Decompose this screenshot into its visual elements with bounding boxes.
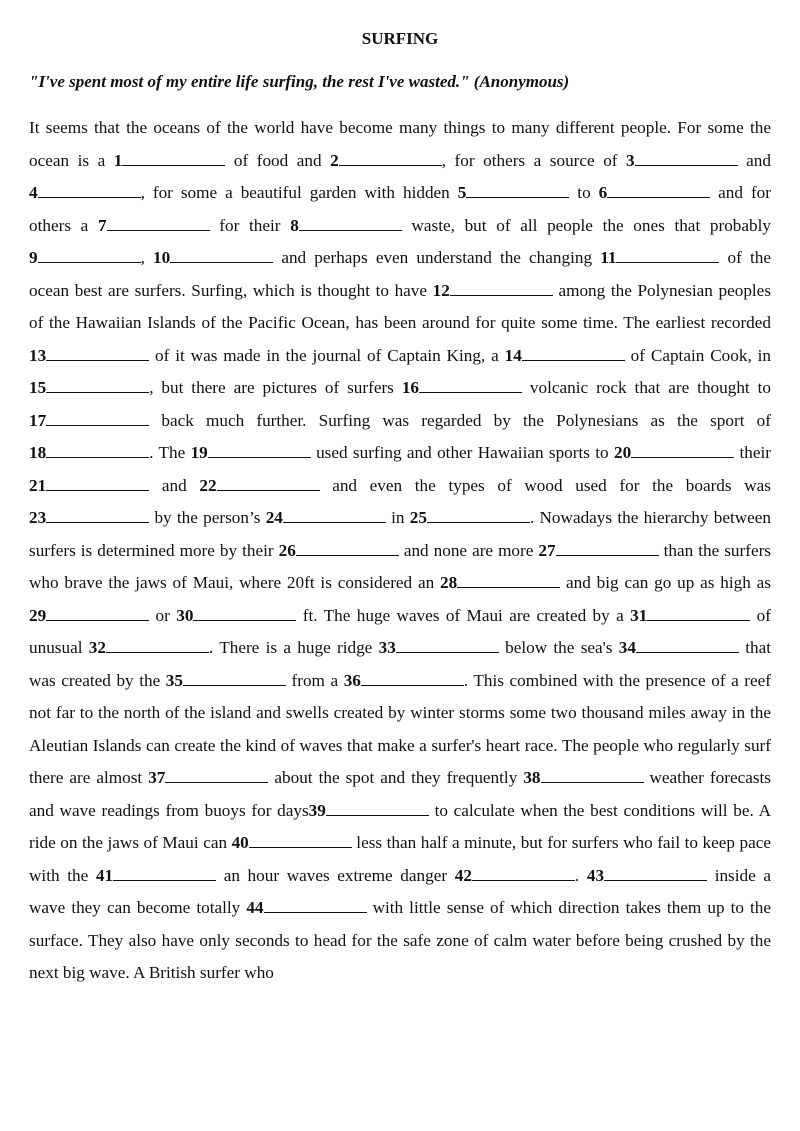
gap-number: 30 <box>176 605 194 625</box>
cloze-paragraph <box>29 112 771 990</box>
gap-number: 27 <box>538 540 556 560</box>
passage-text: their <box>734 443 771 462</box>
passage-text: It seems that the oceans of the world have become many things to many different people. For some the ocean is a <box>29 118 771 170</box>
gap-25 <box>410 508 530 527</box>
gap-number: 11 <box>600 248 617 267</box>
gap-35 <box>166 671 286 690</box>
passage-text: of it was made in the journal of Captain King, a <box>149 345 505 365</box>
gap-18 <box>29 443 149 462</box>
answer-blank[interactable] <box>339 150 442 166</box>
passage-text: ft. The huge waves of Maui are created by a <box>296 605 631 625</box>
passage-text: than the surfers who brave the jaws of Maui, where 20ft is considered an <box>29 540 771 592</box>
passage-text: in <box>385 508 410 527</box>
answer-blank[interactable] <box>450 280 553 296</box>
gap-number: 32 <box>88 638 106 657</box>
passage-text: used surfing and other Hawaiian sports to <box>310 443 614 462</box>
gap-number: 36 <box>343 670 361 690</box>
gap-4 <box>29 183 141 202</box>
answer-blank[interactable] <box>427 507 530 523</box>
gap-number: 2 <box>330 150 339 170</box>
gap-28 <box>440 573 560 592</box>
gap-29 <box>29 606 149 625</box>
answer-blank[interactable] <box>106 637 209 653</box>
gap-33 <box>379 638 499 657</box>
answer-blank[interactable] <box>46 605 149 621</box>
passage-text: to calculate when the best conditions will be. A ride on the jaws of Maui can <box>29 800 771 852</box>
gap-41 <box>96 866 216 885</box>
passage-text: of unusual <box>29 605 771 657</box>
answer-blank[interactable] <box>472 865 575 881</box>
gap-number: 31 <box>630 605 648 625</box>
answer-blank[interactable] <box>522 345 625 361</box>
passage-text: . This combined with the presence of a reef not far to the north of the island and swells created by winter storms some two thousand miles away in the Aleutian Islands can create the kind of waves that make a surfer's heart race. The people who regularly surf there are almost <box>29 670 771 787</box>
gap-17 <box>29 411 149 430</box>
passage-text: and none are more <box>398 540 539 560</box>
gap-number: 14 <box>504 345 522 365</box>
answer-blank[interactable] <box>466 182 569 198</box>
answer-blank[interactable] <box>396 637 499 653</box>
passage-text: less than half a minute, but for surfers who fail to keep pace with the <box>29 833 771 885</box>
gap-30 <box>176 606 296 625</box>
gap-number: 6 <box>598 183 608 202</box>
passage-text: below the sea's <box>498 638 619 657</box>
passage-text: that was created by the <box>29 638 771 690</box>
gap-number: 39 <box>308 800 326 820</box>
answer-blank[interactable] <box>193 605 296 621</box>
passage-text: an hour waves extreme danger <box>216 865 455 885</box>
passage-text: of Captain Cook, in <box>624 345 771 365</box>
answer-blank[interactable] <box>170 247 273 263</box>
passage-text: . Nowadays the hierarchy between surfers is determined more by their <box>29 508 771 560</box>
passage-text: about the spot and they frequently <box>268 768 524 787</box>
gap-number: 24 <box>265 508 283 527</box>
gap-number: 12 <box>432 280 450 300</box>
answer-blank[interactable] <box>264 897 367 913</box>
answer-blank[interactable] <box>46 475 149 491</box>
gap-number: 33 <box>378 638 396 657</box>
gap-24 <box>266 508 386 527</box>
gap-number: 44 <box>246 898 264 917</box>
answer-blank[interactable] <box>636 637 739 653</box>
gap-number: 9 <box>29 248 38 267</box>
gap-number: 35 <box>165 670 183 690</box>
answer-blank[interactable] <box>541 767 644 783</box>
answer-blank[interactable] <box>183 670 286 686</box>
gap-38 <box>523 768 643 787</box>
gap-number: 1 <box>113 150 123 170</box>
gap-number: 40 <box>231 833 249 852</box>
answer-blank[interactable] <box>283 507 386 523</box>
gap-number: 42 <box>454 865 472 885</box>
gap-15 <box>29 378 149 397</box>
answer-blank[interactable] <box>113 865 216 881</box>
gap-number: 8 <box>290 215 299 235</box>
answer-blank[interactable] <box>208 442 311 458</box>
gap-number: 19 <box>190 443 208 462</box>
answer-blank[interactable] <box>635 150 738 166</box>
gap-number: 20 <box>613 443 632 462</box>
answer-blank[interactable] <box>46 442 149 458</box>
passage-text: , <box>140 248 154 267</box>
gap-number: 21 <box>29 475 47 495</box>
gap-16 <box>402 378 522 397</box>
answer-blank[interactable] <box>107 215 210 231</box>
gap-12 <box>433 281 553 300</box>
gap-number: 41 <box>95 865 114 885</box>
passage-text: , for others a source of <box>441 150 627 170</box>
gap-43 <box>587 866 707 885</box>
gap-2 <box>330 151 442 170</box>
answer-blank[interactable] <box>46 507 149 523</box>
passage-text: volcanic rock that are thought to <box>522 378 771 397</box>
gap-number: 34 <box>618 638 636 657</box>
gap-23 <box>29 508 149 527</box>
passage-text: of the ocean best are surfers. Surfing, which is thought to have <box>29 248 771 300</box>
gap-14 <box>505 346 625 365</box>
passage-text: among the Polynesian peoples of the Hawaiian Islands of the Pacific Ocean, has been around for quite some time. The earliest recorded <box>29 280 772 332</box>
gap-number: 22 <box>199 475 217 495</box>
answer-blank[interactable] <box>38 182 141 198</box>
answer-blank[interactable] <box>419 377 522 393</box>
answer-blank[interactable] <box>122 150 225 166</box>
page-title: SURFING <box>361 29 439 48</box>
passage-text: waste, but of all people the ones that probably <box>401 215 771 235</box>
passage-text: and even the types of wood used for the boards was <box>319 475 771 495</box>
answer-blank[interactable] <box>604 865 707 881</box>
gap-number: 18 <box>29 443 47 462</box>
gap-19 <box>191 443 311 462</box>
passage-text: , for some a beautiful garden with hidden <box>140 183 458 202</box>
passage-text: or <box>149 605 177 625</box>
passage-text: . The <box>149 443 191 462</box>
passage-text: and big can go up as high as <box>560 573 771 592</box>
passage-text: . <box>574 865 587 885</box>
answer-blank[interactable] <box>46 345 149 361</box>
gap-9 <box>29 248 141 267</box>
answer-blank[interactable] <box>217 475 320 491</box>
gap-36 <box>344 671 464 690</box>
gap-number: 13 <box>29 345 47 365</box>
gap-11 <box>600 248 719 267</box>
passage-text: and for others a <box>29 183 772 235</box>
gap-number: 43 <box>586 865 605 885</box>
passage-text: . There is a huge ridge <box>208 638 379 657</box>
gap-3 <box>626 151 738 170</box>
epigraph-quote: "I've spent most of my entire life surfing, the rest I've wasted." (Anonymous) <box>29 72 570 91</box>
passage-text: and perhaps even understand the changing <box>273 248 601 267</box>
gap-number: 5 <box>457 183 467 202</box>
gap-1 <box>114 151 226 170</box>
gap-8 <box>290 216 402 235</box>
passage-text: to <box>569 183 599 202</box>
answer-blank[interactable] <box>361 670 464 686</box>
gap-number: 37 <box>148 768 166 787</box>
passage-text: with little sense of which direction takes them up to the surface. They also have only seconds to head for the safe zone of calm water before being crushed by the next big wave. A British surfer who <box>29 898 771 982</box>
answer-blank[interactable] <box>46 377 149 393</box>
passage-text: back much further. Surfing was regarded by the Polynesians as the sport of <box>149 410 771 430</box>
passage-text: , but there are pictures of surfers <box>149 378 402 397</box>
gap-number: 15 <box>29 378 47 397</box>
gap-number: 16 <box>401 378 419 397</box>
gap-26 <box>279 541 399 560</box>
gap-37 <box>148 768 268 787</box>
passage-text: by the person’s <box>149 508 266 527</box>
gap-27 <box>538 541 658 560</box>
gap-31 <box>630 606 750 625</box>
answer-blank[interactable] <box>326 800 429 816</box>
answer-blank[interactable] <box>457 572 560 588</box>
answer-blank[interactable] <box>631 442 734 458</box>
answer-blank[interactable] <box>38 247 141 263</box>
gap-number: 25 <box>409 508 427 527</box>
passage-text: from a <box>285 670 344 690</box>
gap-22 <box>199 476 319 495</box>
gap-7 <box>98 216 210 235</box>
passage-text: weather forecasts and wave readings from buoys for days <box>29 768 771 820</box>
gap-number: 4 <box>29 183 38 202</box>
answer-blank[interactable] <box>607 182 710 198</box>
gap-number: 17 <box>29 410 47 430</box>
gap-number: 38 <box>523 768 541 787</box>
passage-text: inside a wave they can become totally <box>29 865 772 917</box>
gap-number: 3 <box>626 150 635 170</box>
passage-text: of food and <box>225 150 331 170</box>
gap-42 <box>455 866 575 885</box>
answer-blank[interactable] <box>249 832 352 848</box>
gap-10 <box>153 248 273 267</box>
gap-40 <box>232 833 352 852</box>
gap-number: 7 <box>98 215 107 235</box>
gap-number: 29 <box>29 605 47 625</box>
answer-blank[interactable] <box>299 215 402 231</box>
gap-39 <box>309 801 429 820</box>
gap-number: 26 <box>278 540 296 560</box>
gap-21 <box>29 476 149 495</box>
gap-20 <box>614 443 734 462</box>
gap-number: 28 <box>440 573 458 592</box>
answer-blank[interactable] <box>556 540 659 556</box>
answer-blank[interactable] <box>296 540 399 556</box>
answer-blank[interactable] <box>46 410 149 426</box>
gap-number: 23 <box>29 508 47 527</box>
gap-34 <box>619 638 739 657</box>
passage-text: for their <box>209 215 291 235</box>
gap-44 <box>246 898 366 917</box>
gap-5 <box>458 183 570 202</box>
answer-blank[interactable] <box>647 605 750 621</box>
gap-13 <box>29 346 149 365</box>
passage-text: and <box>149 475 200 495</box>
gap-32 <box>89 638 209 657</box>
gap-number: 10 <box>153 248 171 267</box>
answer-blank[interactable] <box>616 247 719 263</box>
answer-blank[interactable] <box>165 767 268 783</box>
passage-text: and <box>737 150 771 170</box>
gap-6 <box>599 183 711 202</box>
